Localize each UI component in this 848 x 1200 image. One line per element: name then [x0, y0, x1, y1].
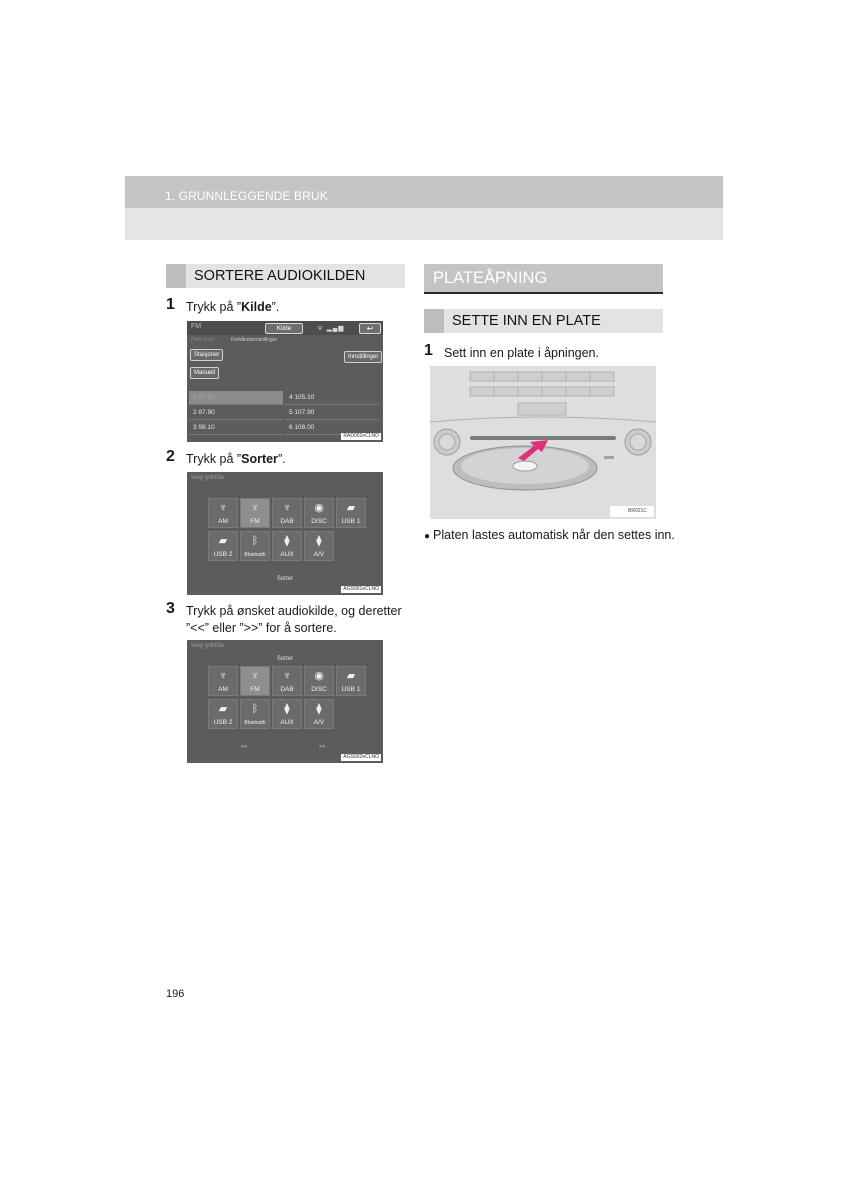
source-label: DISC	[311, 518, 327, 525]
move-left-button[interactable]: <<	[241, 744, 248, 750]
source-label: USB 2	[213, 719, 233, 726]
source-icon: ♆	[250, 502, 260, 514]
step-2-bold: Sorter	[241, 452, 278, 466]
source-icon: ᛒ	[251, 535, 259, 547]
preset-button[interactable]: 4 105.10	[285, 391, 379, 405]
disc-slot-illustration	[430, 366, 656, 519]
source-label: DAB	[280, 518, 294, 525]
preset-grid	[189, 391, 379, 437]
source-label: A/V	[313, 719, 325, 726]
source-label: AM	[218, 686, 228, 693]
source-label: USB 1	[341, 518, 361, 525]
step-3-line-2: ”<<” eller ”>>” for å sortere.	[186, 621, 337, 635]
source-tile[interactable]	[336, 666, 366, 696]
radio-screen	[187, 321, 383, 442]
source-tile[interactable]	[272, 699, 302, 729]
section-title-disc: PLATEÅPNING	[424, 264, 663, 294]
source-label: Bluetooth	[244, 720, 266, 726]
source-tile[interactable]	[240, 699, 270, 729]
sort-button[interactable]: Sorter	[276, 576, 294, 582]
source-button[interactable]: Kilde	[265, 323, 303, 334]
source-tile[interactable]	[272, 531, 302, 561]
source-label: DAB	[280, 686, 294, 693]
preset-button[interactable]: 2 87.90	[189, 406, 283, 420]
source-icon: ⧫	[316, 703, 322, 715]
source-label: FM	[250, 518, 260, 525]
source-label: FM	[250, 686, 260, 693]
radio-sub-left: Path seed	[191, 337, 214, 343]
band-label: FM	[191, 323, 202, 330]
chapter-header	[125, 176, 723, 240]
section-title-sort: SORTERE AUDIOKILDEN	[166, 264, 405, 288]
source-tile[interactable]	[208, 498, 238, 528]
manual-button[interactable]: Manuell	[190, 367, 219, 379]
source-icon: ♆	[250, 670, 260, 682]
radio-sub-right: Forhåndsinnstillinger	[231, 337, 278, 343]
source-icon: ♆	[218, 670, 228, 682]
move-right-button[interactable]: >>	[319, 744, 326, 750]
subsection-title-insert: SETTE INN EN PLATE	[424, 309, 663, 333]
signal-status-icon: ᯤ ▂▄▆	[317, 325, 345, 332]
preset-button[interactable]: 6 108.00	[285, 421, 379, 435]
source-tile[interactable]	[240, 666, 270, 696]
source-tile[interactable]	[208, 666, 238, 696]
step-2-text: Trykk på ”Sorter”.	[186, 452, 286, 466]
source-label: AUX	[280, 719, 294, 726]
source-tile[interactable]	[304, 699, 334, 729]
figure-code: RAD002eCLNO	[343, 433, 379, 439]
source-icon: ♆	[282, 502, 292, 514]
source-label: USB 2	[213, 551, 233, 558]
step-3-line-1: Trykk på ønsket audiokilde, og deretter	[186, 604, 402, 618]
source-label: DISC	[311, 686, 327, 693]
source-tile[interactable]	[304, 498, 334, 528]
chapter-header-bar	[125, 176, 723, 208]
figure-code: BR021C	[628, 508, 647, 514]
preset-button[interactable]: 1 87.50	[189, 391, 283, 405]
source-icon: ⧫	[284, 535, 290, 547]
source-screen-title: Velg lydkilde	[191, 643, 225, 649]
source-icon: ♆	[282, 670, 292, 682]
source-screen-sort	[187, 472, 383, 595]
source-icon: ▰	[218, 535, 228, 547]
page-number: 196	[166, 988, 185, 1000]
step-1-bold: Kilde	[241, 300, 272, 314]
step-number-2: 2	[166, 448, 175, 465]
source-label: USB 1	[341, 686, 361, 693]
figure-code: AGS002eCLNO	[343, 754, 379, 760]
disc-slot-photo	[430, 366, 656, 519]
source-tile[interactable]	[272, 666, 302, 696]
back-icon[interactable]: ↩	[359, 323, 381, 334]
settings-button[interactable]: Innstillinger	[344, 351, 382, 363]
source-tile[interactable]	[272, 498, 302, 528]
step-1-right-text: Sett inn en plate i åpningen.	[444, 346, 599, 360]
source-label: AM	[218, 518, 228, 525]
source-label: Bluetooth	[244, 552, 266, 558]
step-1-text: Trykk på ”Kilde”.	[186, 300, 280, 314]
source-tile[interactable]	[336, 498, 366, 528]
radio-top-bar	[187, 321, 383, 335]
bullet-icon: ●	[424, 531, 431, 542]
bullet-text: Platen lastes automatisk når den settes inn.	[433, 528, 675, 542]
source-tile[interactable]	[304, 531, 334, 561]
source-tile[interactable]	[240, 531, 270, 561]
sort-label: Sorter	[276, 656, 294, 662]
source-label: AUX	[280, 551, 294, 558]
bullet-item	[424, 526, 675, 546]
figure-code: AGS001eCLNO	[343, 586, 379, 592]
source-label: A/V	[313, 551, 325, 558]
source-screen-arrows	[187, 640, 383, 763]
source-icon: ▰	[218, 703, 228, 715]
preset-button[interactable]: 5 107.90	[285, 406, 379, 420]
chapter-title: 1. GRUNNLEGGENDE BRUK	[165, 189, 328, 203]
source-icon: ᛒ	[251, 703, 259, 715]
source-icon: ♆	[218, 502, 228, 514]
source-tile[interactable]	[208, 531, 238, 561]
preset-button[interactable]: 3 98.10	[189, 421, 283, 435]
source-icon: ▰	[346, 502, 356, 514]
source-tile[interactable]	[304, 666, 334, 696]
step-number-3: 3	[166, 600, 175, 617]
source-icon: ⧫	[284, 703, 290, 715]
stations-button[interactable]: Stasjoner	[190, 349, 223, 361]
source-icon: ◉	[314, 670, 324, 682]
source-tile[interactable]	[208, 699, 238, 729]
source-icon: ▰	[346, 670, 356, 682]
source-icon: ⧫	[316, 535, 322, 547]
step-number-1-right: 1	[424, 342, 433, 359]
source-tile[interactable]	[240, 498, 270, 528]
source-screen-title: Velg lydkilde	[191, 475, 225, 481]
step-number-1: 1	[166, 296, 175, 313]
source-icon: ◉	[314, 502, 324, 514]
